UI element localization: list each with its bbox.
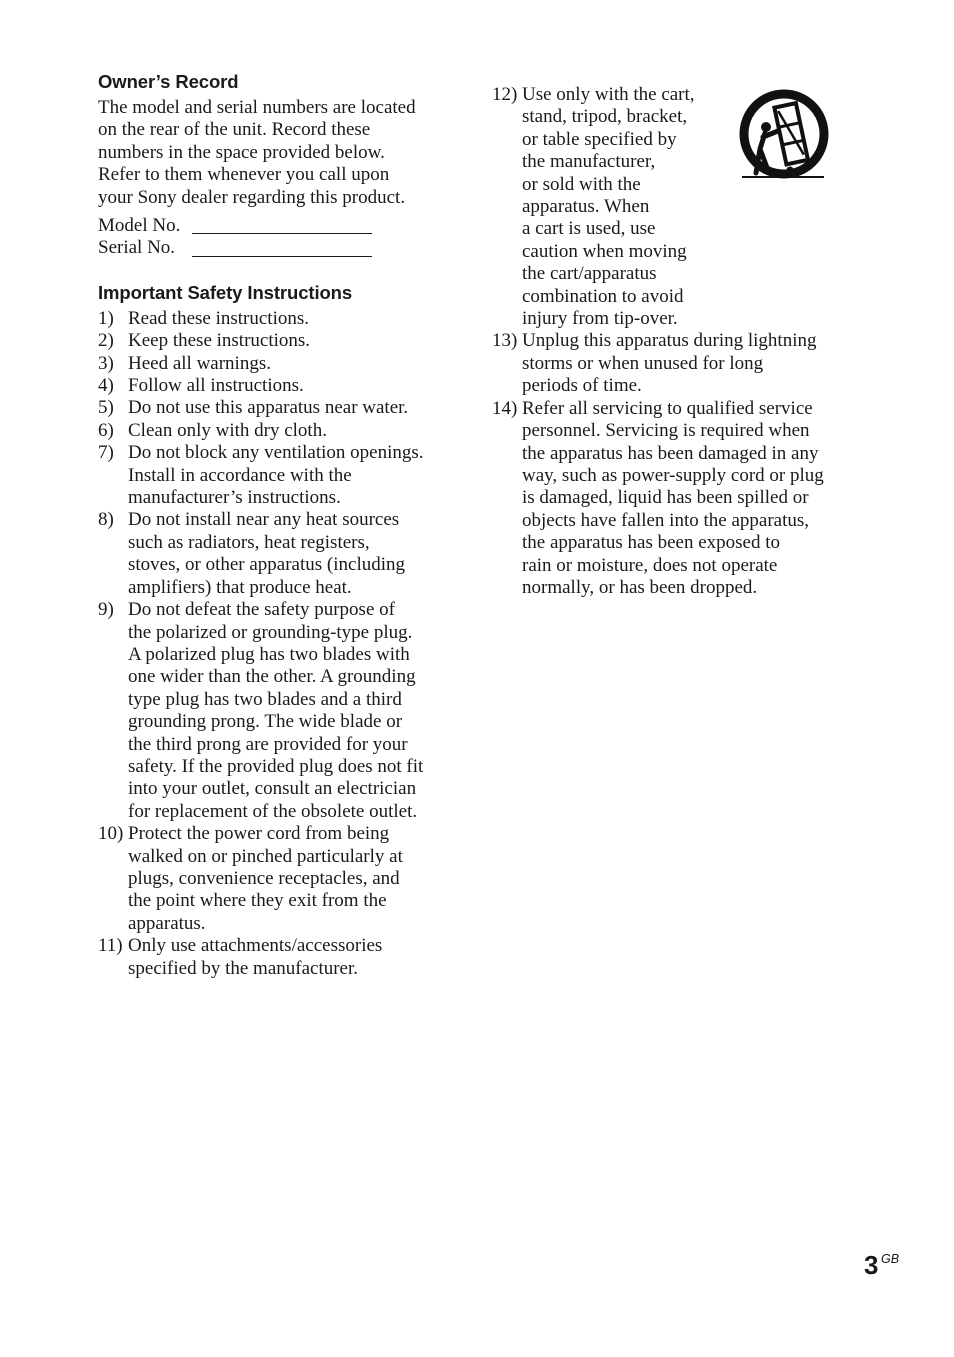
item-text-line: apparatus. [128,912,206,934]
safety-item [98,420,450,442]
safety-item [492,398,844,600]
item-text-line: the point where they exit from the [128,890,387,912]
safety-item [98,442,450,509]
item-text-line: or sold with the [522,173,641,195]
item-text [522,330,844,397]
item-text [128,823,450,935]
item-text-line: the cart/apparatus [522,263,657,285]
item-text-line: personnel. Servicing is required when [522,420,810,442]
item-text-line: Heed all warnings. [128,352,271,374]
cart-tip-over-warning-icon [738,87,830,181]
item-text-line: is damaged, liquid has been spilled or [522,487,809,509]
item-text-line: safety. If the provided plug does not fit [128,755,424,777]
model-number-label: Model No. [98,215,181,237]
item-text-line: Clean only with dry cloth. [128,419,327,441]
safety-item [98,599,450,823]
safety-item [98,308,450,330]
item-text-line: Do not use this apparatus near water. [128,397,409,419]
item-text-line: Only use attachments/accessories [128,935,383,957]
item-number: 4) [98,375,114,397]
item-text-line: grounding prong. The wide blade or [128,711,403,733]
safety-item [98,509,450,599]
paragraph-line: numbers in the space provided below. [98,141,385,163]
paragraph-line: on the rear of the unit. Record these [98,119,371,141]
item-text [522,84,722,330]
item-number: 13) [492,330,518,352]
item-text-line: periods of time. [522,375,642,397]
item-text [128,935,450,980]
item-text [128,420,450,442]
item-text-line: Install in accordance with the [128,464,352,486]
item-text-line: Use only with the cart, [522,84,695,105]
item-text [128,442,450,509]
item-text-line: objects have fallen into the apparatus, [522,509,810,531]
left-column [98,70,450,980]
item-text [128,509,450,599]
item-text-line: Do not defeat the safety purpose of [128,599,395,621]
item-number: 2) [98,330,114,352]
paragraph-line: Refer to them whenever you call upon [98,164,390,186]
item-text [522,398,844,600]
item-text-line: amplifiers) that produce heat. [128,576,352,598]
item-number: 7) [98,442,114,464]
right-column [492,81,844,599]
item-text-line: Refer all servicing to qualified service [522,397,813,419]
item-text-line: combination to avoid [522,285,684,307]
item-text-line: way, such as power-supply cord or plug [522,464,824,486]
item-text-line: plugs, convenience receptacles, and [128,867,400,889]
owners-record-heading: Owner’s Record [98,71,239,92]
item-text-line: storms or when unused for long [522,352,764,374]
item-number: 1) [98,307,114,329]
paragraph-line: The model and serial numbers are located [98,97,416,118]
item-text [128,375,450,397]
record-fields [98,215,450,260]
safety-instructions-heading: Important Safety Instructions [98,281,353,303]
item-text [128,353,450,375]
safety-item [98,330,450,352]
item-number: 3) [98,352,114,374]
item-text-line: Read these instructions. [128,307,309,329]
item-text-line: rain or moisture, does not operate [522,554,778,576]
safety-list-right [492,84,844,599]
item-text-line: the apparatus has been damaged in any [522,442,819,464]
item-text-line: the apparatus has been exposed to [522,532,780,554]
page-number: 3 [864,1250,879,1280]
safety-item [98,397,450,419]
item-text-line: Do not install near any heat sources [128,509,400,531]
safety-item [492,84,844,330]
item-text-line: type plug has two blades and a third [128,688,402,710]
item-number: 9) [98,599,114,621]
item-number: 10) [98,823,124,845]
safety-item [98,935,450,980]
item-text-line: apparatus. When [522,196,650,218]
safety-item [98,353,450,375]
item-number: 8) [98,509,114,531]
item-number: 6) [98,419,114,441]
item-text-line: Protect the power cord from being [128,823,390,845]
item-text-line: Follow all instructions. [128,375,304,397]
item-text-line: one wider than the other. A grounding [128,666,416,688]
item-number: 11) [98,935,123,957]
item-number: 12) [492,84,518,105]
item-text-line: or table specified by [522,128,677,150]
item-text [128,308,450,330]
model-number-blank-line [192,217,372,234]
item-text-line: Keep these instructions. [128,330,311,352]
item-number: 5) [98,397,114,419]
item-text-line: stoves, or other apparatus (including [128,554,406,576]
model-number-row [98,215,450,237]
serial-number-blank-line [192,240,372,257]
item-text-line: Unplug this apparatus during lightning [522,330,817,352]
item-text-line: a cart is used, use [522,218,656,240]
item-text-line: into your outlet, consult an electrician [128,778,417,800]
paragraph-line: your Sony dealer regarding this product. [98,186,406,208]
item-number: 14) [492,397,518,419]
item-text-line: the polarized or grounding-type plug. [128,621,413,643]
owners-record-paragraph [98,97,450,209]
safety-item [492,330,844,397]
item-text-line: manufacturer’s instructions. [128,487,341,509]
safety-list-left [98,308,450,980]
item-text-line: the manufacturer, [522,151,656,173]
serial-number-label: Serial No. [98,237,176,259]
page-region-suffix: GB [881,1252,900,1266]
item-text [128,397,450,419]
item-text-line: specified by the manufacturer. [128,957,359,979]
item-text-line: caution when moving [522,240,687,262]
item-text-line: A polarized plug has two blades with [128,643,410,665]
serial-number-row [98,237,450,259]
item-text-line: such as radiators, heat registers, [128,531,370,553]
item-text-line: for replacement of the obsolete outlet. [128,800,418,822]
item-text-line: the third prong are provided for your [128,733,408,755]
safety-item [98,375,450,397]
item-text [128,330,450,352]
item-text-line: stand, tripod, bracket, [522,106,688,128]
safety-item [98,823,450,935]
item-text-line: walked on or pinched particularly at [128,845,403,867]
item-text-line: normally, or has been dropped. [522,576,758,598]
item-text-line: Do not block any ventilation openings. [128,442,424,464]
item-text-line: injury from tip-over. [522,308,678,330]
item-text [128,599,450,823]
